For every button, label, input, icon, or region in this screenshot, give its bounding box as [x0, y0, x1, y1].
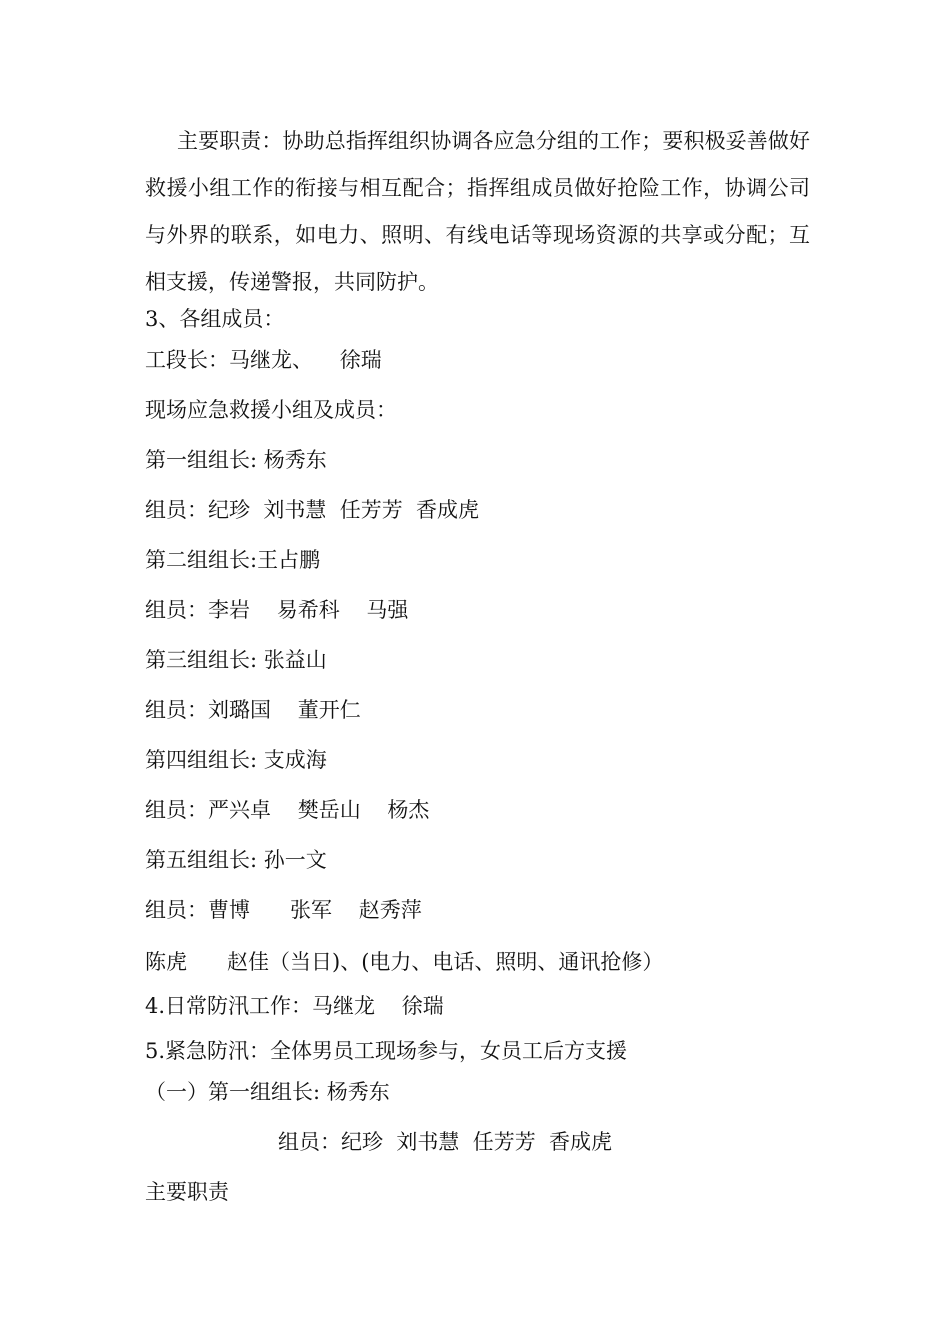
- daily-flood-control-line: 4.日常防汛工作：马继龙 徐瑞: [145, 994, 444, 1018]
- emergency-flood-control-line: 5.紧急防汛：全体男员工现场参与，女员工后方支援: [145, 1039, 628, 1063]
- group3-leader-line: 第三组组长: 张益山: [145, 648, 327, 672]
- group3-members-line: 组员：刘璐国 董开仁: [145, 698, 361, 722]
- section-leader-line: 工段长：马继龙、 徐瑞: [145, 348, 382, 372]
- group2-members-line: 组员：李岩 易希科 马强: [145, 598, 409, 622]
- subsection-group1-members-line: 组员：纪珍 刘书慧 任芳芳 香成虎: [278, 1130, 613, 1154]
- group1-members-line: 组员：纪珍 刘书慧 任芳芳 香成虎: [145, 498, 480, 522]
- group5-leader-line: 第五组组长: 孙一文: [145, 848, 327, 872]
- duties-heading: 主要职责: [145, 1180, 229, 1204]
- subsection-group1-leader-line: （一）第一组组长: 杨秀东: [145, 1080, 390, 1104]
- rescue-teams-heading: 现场应急救援小组及成员：: [145, 398, 397, 422]
- members-heading: 3、各组成员：: [145, 307, 285, 331]
- group4-members-line: 组员：严兴卓 樊岳山 杨杰: [145, 798, 430, 822]
- group2-leader-line: 第二组组长:王占鹏: [145, 548, 321, 572]
- duties-paragraph: 主要职责：协助总指挥组织协调各应急分组的工作；要积极妥善做好救援小组工作的衔接与相互配合；指挥组成员做好抢险工作，协调公司与外界的联系，如电力、照明、有线电话等现场资源的共享或分配；互相支援，传递警报，共同防护。: [145, 129, 810, 294]
- group4-leader-line: 第四组组长: 支成海: [145, 748, 327, 772]
- group1-leader-line: 第一组组长: 杨秀东: [145, 448, 327, 472]
- group5-extra-members-line: 陈虎 赵佳（当日)、(电力、电话、照明、通讯抢修）: [145, 950, 664, 974]
- group5-members-line: 组员：曹博 张军 赵秀萍: [145, 898, 422, 922]
